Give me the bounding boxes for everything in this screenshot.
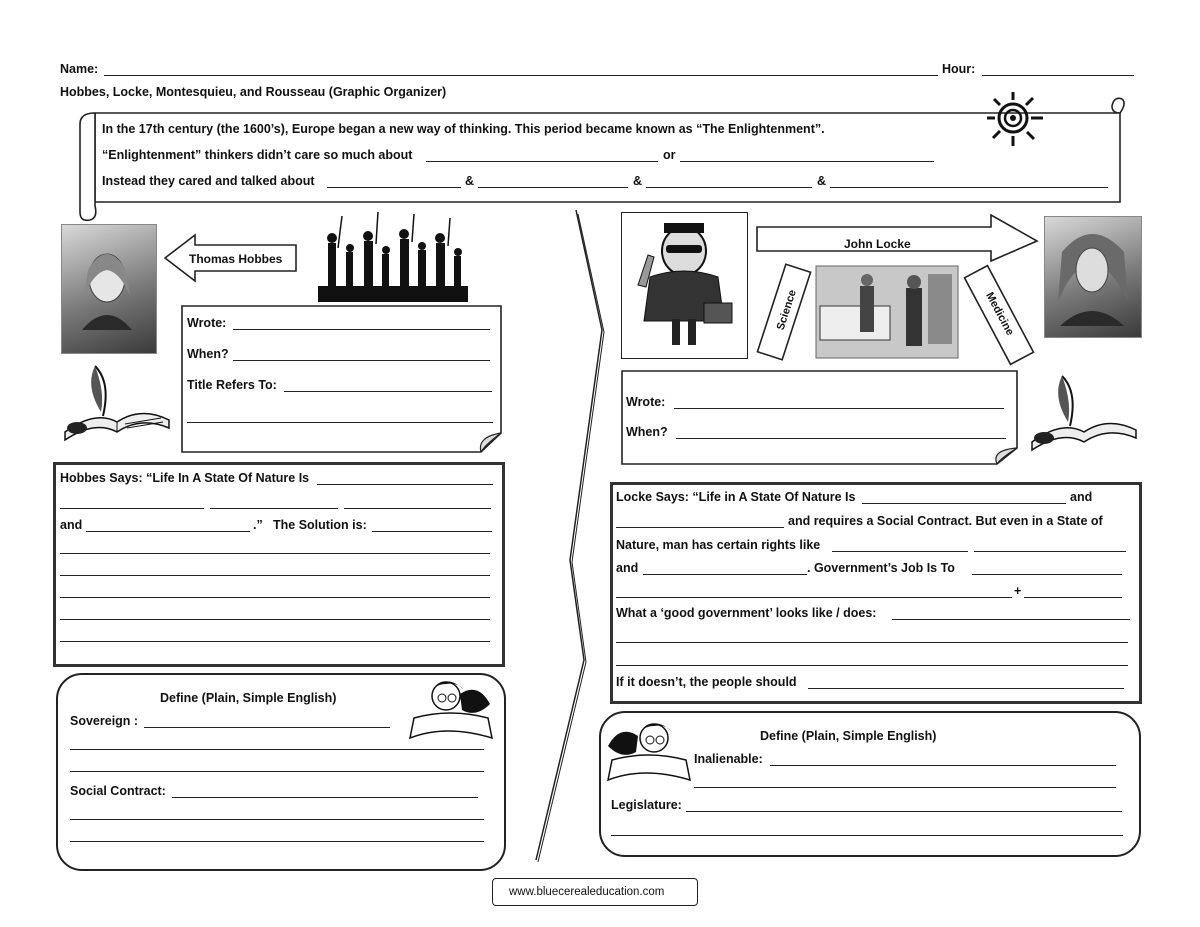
hobbes-says-label: Hobbes Says: “Life In A State Of Nature Is <box>60 471 310 485</box>
reader-cartoon-icon <box>406 674 496 744</box>
locke-if-not: If it doesn’t, the people should <box>616 675 797 689</box>
hobbes-line-5[interactable] <box>60 641 490 642</box>
sovereign-line-2[interactable] <box>70 749 484 750</box>
hobbes-line-2[interactable] <box>60 575 490 576</box>
blank-cared-3[interactable] <box>646 187 812 188</box>
hobbes-name: Thomas Hobbes <box>189 252 283 266</box>
medical-scene-icon <box>816 266 960 360</box>
sovereign-line-3[interactable] <box>70 771 484 772</box>
scroll-line-1: In the 17th century (the 1600’s), Europe began a new way of thinking. This period became known as “The Enlightenment”. <box>102 122 825 136</box>
hobbes-nature-2[interactable] <box>60 508 204 509</box>
hobbes-title-label: Title Refers To: <box>187 378 277 392</box>
blank-care-about-2[interactable] <box>680 161 934 162</box>
inalienable-field[interactable] <box>770 765 1116 766</box>
locke-job: . Government’s Job Is To <box>807 561 955 575</box>
name-label: Name: <box>60 62 99 76</box>
doctor-cartoon-icon <box>624 215 744 355</box>
social-contract-field[interactable] <box>172 797 478 798</box>
locke-right-1[interactable] <box>832 551 968 552</box>
locke-rights: Nature, man has certain rights like <box>616 538 821 552</box>
locke-right-2[interactable] <box>974 551 1126 552</box>
locke-good-gov-field[interactable] <box>892 619 1130 620</box>
locke-right-3[interactable] <box>643 574 807 575</box>
locke-says-label: Locke Says: “Life in A State Of Nature Is <box>616 490 856 504</box>
blank-cared-4[interactable] <box>830 187 1108 188</box>
scroll-line-2-or: or <box>663 148 676 162</box>
locke-when-label: When? <box>626 425 668 439</box>
hobbes-line-3[interactable] <box>60 597 490 598</box>
hobbes-quote-close: .” <box>253 518 263 532</box>
legislature-label: Legislature: <box>611 798 682 812</box>
locke-wrote-field[interactable] <box>674 408 1004 409</box>
blank-cared-1[interactable] <box>327 187 461 188</box>
hobbes-nature-4[interactable] <box>344 508 491 509</box>
legislature-line-2[interactable] <box>611 835 1123 836</box>
book-quill-icon-2 <box>1022 372 1142 458</box>
footer-url[interactable]: www.bluecerealeducation.com <box>509 886 665 898</box>
locke-job-line-3[interactable] <box>1024 597 1122 598</box>
locke-job-line-2[interactable] <box>616 597 1012 598</box>
inalienable-line-2[interactable] <box>694 787 1116 788</box>
locke-face-icon <box>1052 226 1132 326</box>
hobbes-title-field[interactable] <box>284 391 492 392</box>
sovereign-label: Sovereign : <box>70 714 139 728</box>
amp-1: & <box>465 174 475 188</box>
locke-name: John Locke <box>844 237 911 251</box>
people-silhouette-icon <box>318 208 470 304</box>
locke-and2: and <box>616 561 639 575</box>
hobbes-nature-1[interactable] <box>317 484 493 485</box>
amp-2: & <box>633 174 643 188</box>
hobbes-solution-field[interactable] <box>372 531 492 532</box>
science-label: Science <box>774 288 799 332</box>
hobbes-nature-3[interactable] <box>210 508 338 509</box>
locke-good-gov-line-2[interactable] <box>616 642 1128 643</box>
reader-cartoon-icon-2 <box>604 716 694 786</box>
hobbes-says-box <box>53 462 505 667</box>
amp-3: & <box>817 174 827 188</box>
locke-nature-2[interactable] <box>616 527 784 528</box>
locke-define-title: Define (Plain, Simple English) <box>760 729 937 743</box>
hobbes-nature-5[interactable] <box>86 531 250 532</box>
locke-wrote-label: Wrote: <box>626 395 666 409</box>
page-title: Hobbes, Locke, Montesquieu, and Rousseau (Graphic Organizer) <box>60 85 447 99</box>
social-contract-line-2[interactable] <box>70 819 484 820</box>
social-contract-line-3[interactable] <box>70 841 484 842</box>
book-quill-icon <box>55 362 175 448</box>
locke-plus: + <box>1014 584 1022 598</box>
hobbes-and-label: and <box>60 518 83 532</box>
scroll-line-3: Instead they cared and talked about <box>102 174 315 188</box>
hobbes-line-1[interactable] <box>60 553 490 554</box>
legislature-field[interactable] <box>686 811 1122 812</box>
hobbes-solution-label: The Solution is: <box>273 518 367 532</box>
locke-good-gov-line-3[interactable] <box>616 665 1128 666</box>
hobbes-when-label: When? <box>187 347 229 361</box>
hobbes-face-icon <box>72 240 142 330</box>
social-contract-label: Social Contract: <box>70 784 166 798</box>
sun-icon <box>985 88 1065 158</box>
locke-requires: and requires a Social Contract. But even in a State of <box>788 514 1103 528</box>
hobbes-define-title: Define (Plain, Simple English) <box>160 691 337 705</box>
blank-cared-2[interactable] <box>478 187 628 188</box>
hobbes-wrote-label: Wrote: <box>187 316 227 330</box>
inalienable-label: Inalienable: <box>694 752 763 766</box>
hobbes-when-field[interactable] <box>233 360 490 361</box>
hobbes-line-4[interactable] <box>60 619 490 620</box>
locke-and-label: and <box>1070 490 1093 504</box>
locke-if-not-field[interactable] <box>808 688 1124 689</box>
medicine-label: Medicine <box>983 290 1016 338</box>
hobbes-wrote-field[interactable] <box>233 329 490 330</box>
sovereign-field[interactable] <box>144 727 390 728</box>
locke-when-field[interactable] <box>676 438 1006 439</box>
scroll-line-2a: “Enlightenment” thinkers didn’t care so much about <box>102 148 413 162</box>
blank-care-about-1[interactable] <box>426 161 658 162</box>
locke-nature-1[interactable] <box>862 503 1066 504</box>
hobbes-title-field-2[interactable] <box>187 422 493 423</box>
locke-job-field[interactable] <box>972 574 1122 575</box>
hour-label: Hour: <box>942 62 976 76</box>
locke-good-gov: What a ‘good government’ looks like / does: <box>616 606 877 620</box>
locke-wrote-card <box>621 370 1021 466</box>
